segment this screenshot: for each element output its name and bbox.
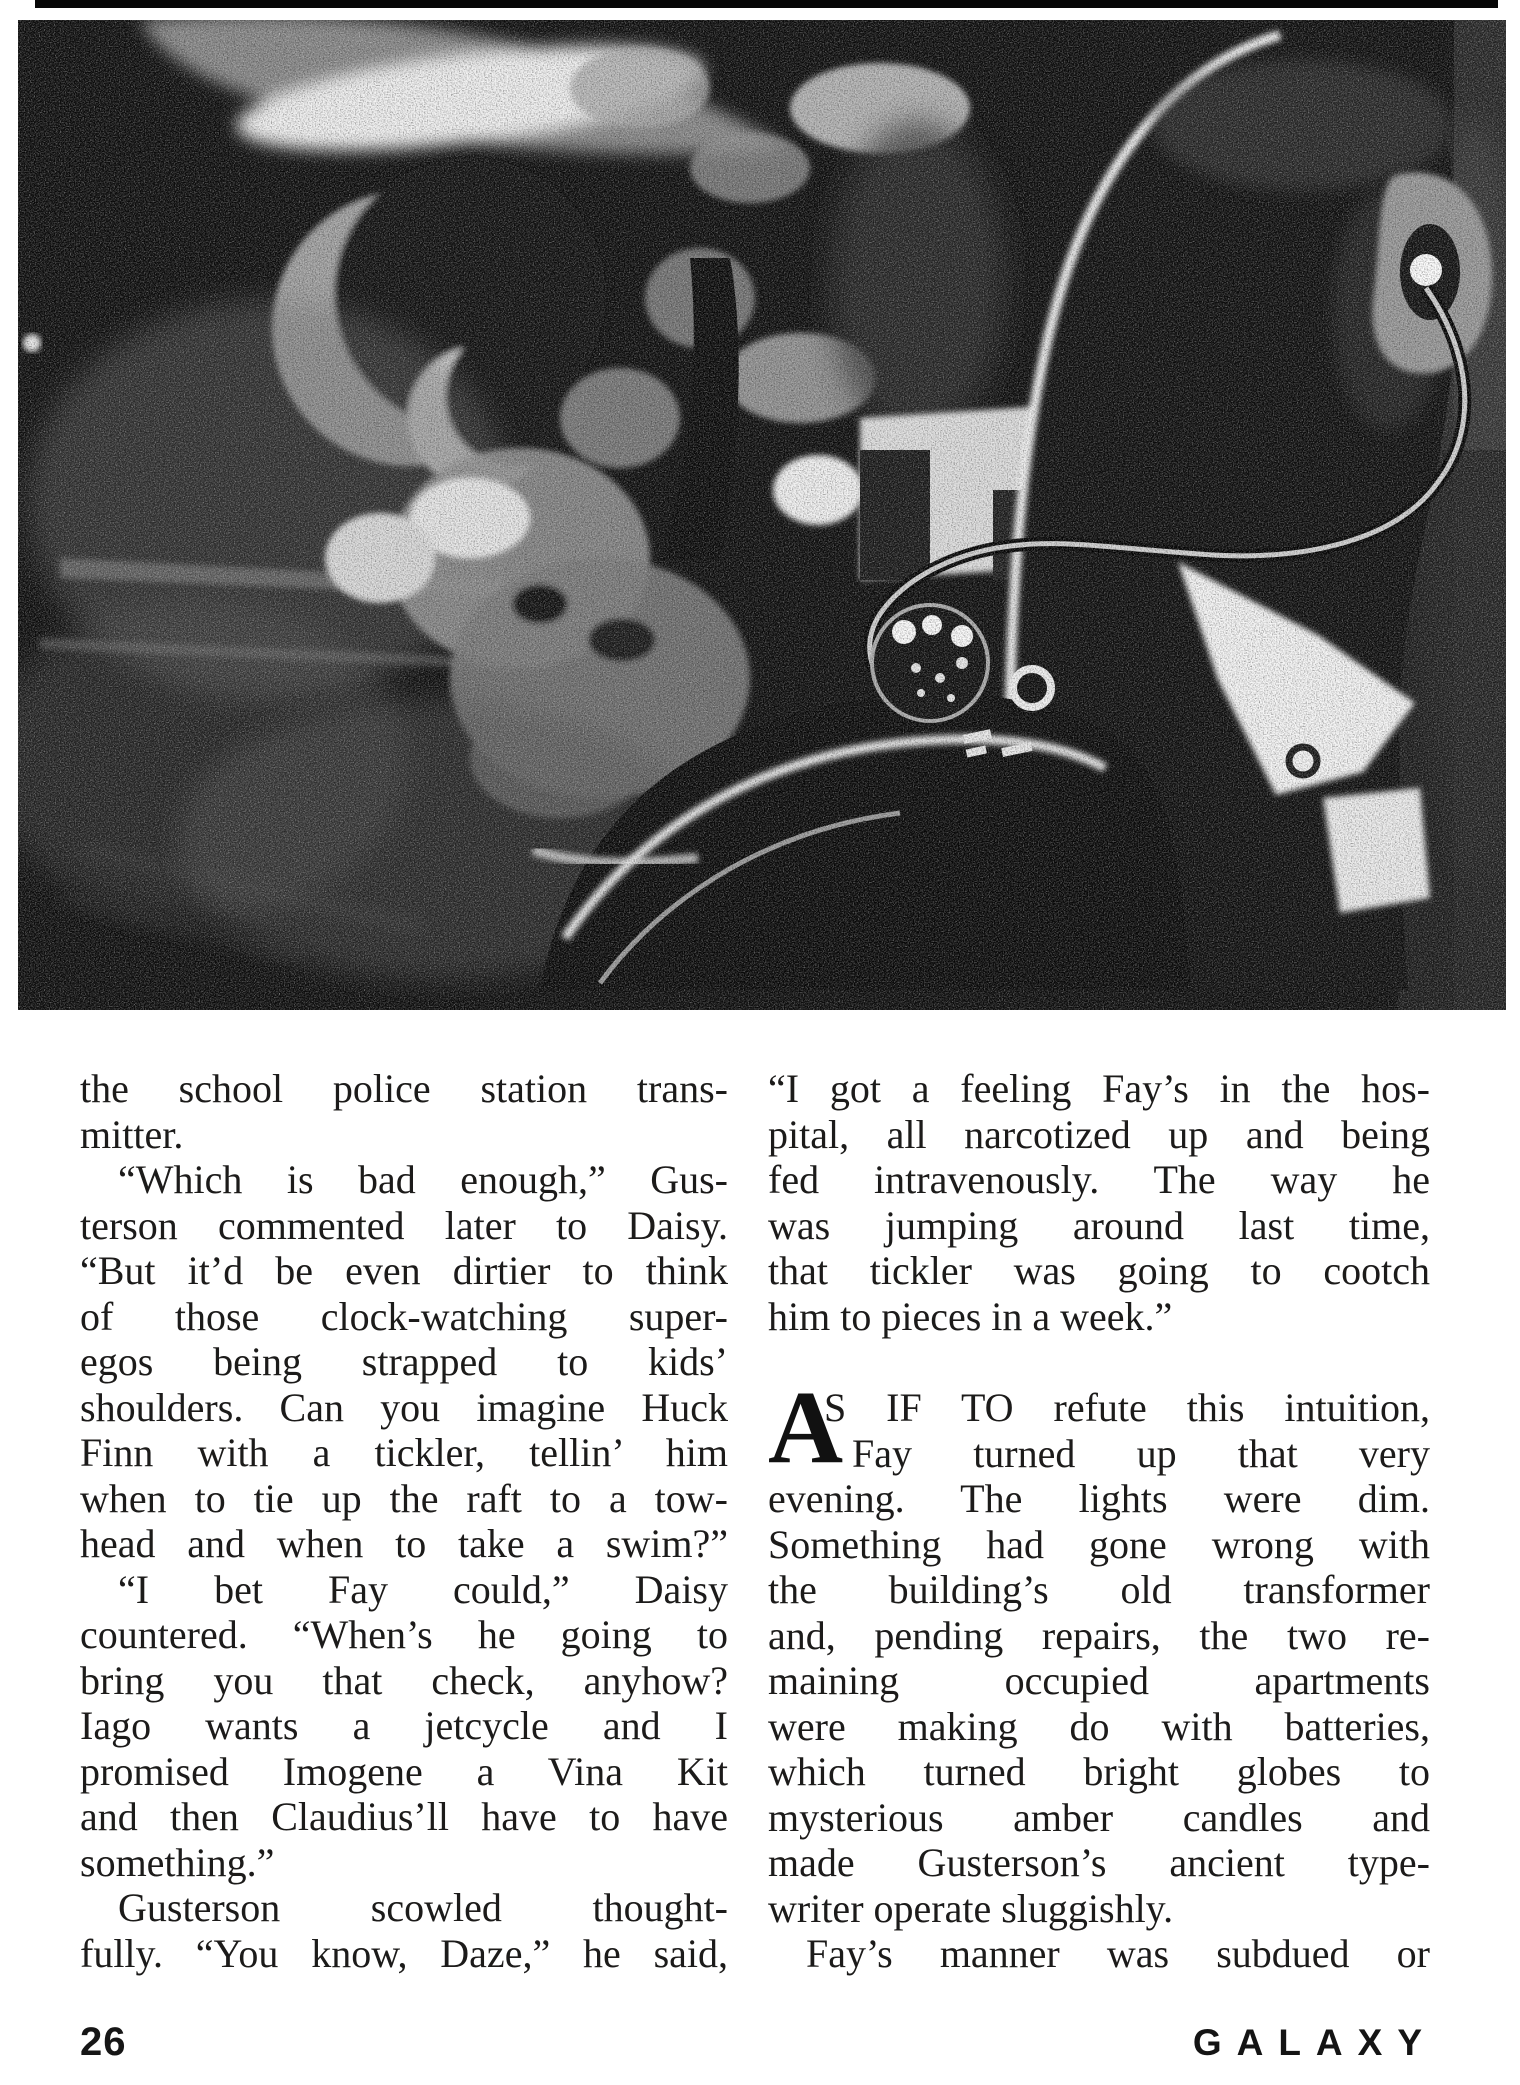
story-illustration <box>18 20 1506 1010</box>
text-line: Something had gone wrong with <box>768 1521 1430 1567</box>
text-line: were making do with batteries, <box>768 1703 1430 1749</box>
text-line: maining occupied apartments <box>768 1658 1430 1703</box>
text-line: “I bet Fay could,” Daisy <box>118 1566 728 1612</box>
text-line: pital, all narcotized up and being <box>768 1111 1430 1157</box>
text-line: Gusterson scowled thought- <box>118 1885 728 1930</box>
illustration-top-strip <box>35 0 1498 8</box>
text-line: terson commented later to Daisy. <box>80 1202 728 1248</box>
text-line: countered. “When’s he going to <box>80 1612 728 1657</box>
text-line: bring you that check, anyhow? <box>80 1657 728 1703</box>
text-line: fully. “You know, Daze,” he said, <box>80 1930 728 1976</box>
text-line: of those clock-watching super- <box>80 1293 728 1339</box>
magazine-name: GALAXY <box>1192 2022 1437 2063</box>
text-line: that tickler was going to cootch <box>768 1248 1430 1293</box>
text-line: writer operate sluggishly. <box>768 1885 1174 1931</box>
text-line: promised Imogene a Vina Kit <box>80 1748 728 1794</box>
text-line: Fay’s manner was subdued or <box>806 1931 1430 1976</box>
drop-cap: A <box>768 1370 844 1485</box>
text-line: shoulders. Can you imagine Huck <box>80 1384 728 1430</box>
text-line: which turned bright globes to <box>768 1749 1430 1794</box>
text-line: mysterious amber candles and <box>768 1794 1430 1840</box>
page-number: 26 <box>80 2020 127 2064</box>
text-line: head and when to take a swim?” <box>80 1521 728 1566</box>
text-line: and then Claudius’ll have to have <box>80 1794 728 1839</box>
text-line: Finn with a tickler, tellin’ him <box>80 1430 728 1475</box>
text-line: fed intravenously. The way he <box>768 1157 1430 1202</box>
text-line: “But it’d be even dirtier to think <box>80 1248 728 1293</box>
text-line: “I got a feeling Fay’s in the hos- <box>768 1066 1430 1111</box>
text-line: the building’s old transformer <box>768 1567 1430 1612</box>
text-line: and, pending repairs, the two re- <box>768 1612 1430 1658</box>
grain-overlay-dark <box>18 20 1506 1010</box>
text-line: was jumping around last time, <box>768 1202 1430 1248</box>
text-line: egos being strapped to kids’ <box>80 1339 728 1384</box>
text-line: Iago wants a jetcycle and I <box>80 1703 728 1748</box>
text-line: him to pieces in a week.” <box>768 1293 1173 1339</box>
text-column-left <box>80 1066 728 1976</box>
paragraph-gap <box>768 1339 1430 1385</box>
text-line: “Which is bad enough,” Gus- <box>118 1157 728 1202</box>
text-line: S IF TO refute this intuition, <box>824 1385 1430 1430</box>
text-line: evening. The lights were dim. <box>768 1476 1430 1521</box>
text-line: made Gusterson’s ancient type- <box>768 1840 1430 1885</box>
text-line: something.” <box>80 1839 275 1885</box>
text-line: the school police station trans- <box>80 1066 728 1111</box>
text-line: Fay turned up that very <box>852 1430 1430 1476</box>
text-line: when to tie up the raft to a tow- <box>80 1475 728 1521</box>
text-column-right <box>768 1066 1430 1977</box>
text-line: mitter. <box>80 1111 184 1157</box>
